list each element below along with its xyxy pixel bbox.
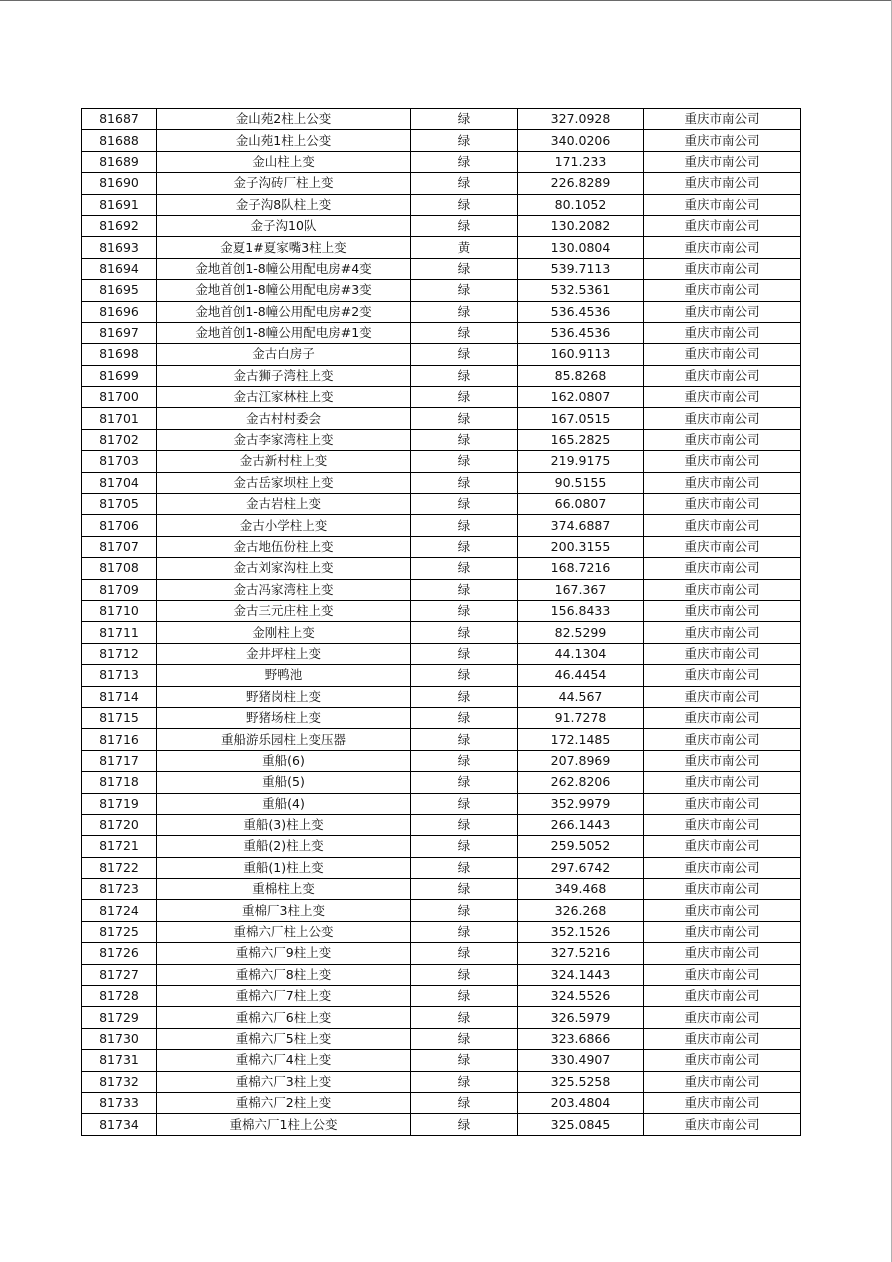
cell-name: 金井坪柱上变: [157, 643, 411, 664]
cell-name: 野猪场柱上变: [157, 707, 411, 728]
cell-value: 219.9175: [518, 451, 644, 472]
cell-value: 168.7216: [518, 558, 644, 579]
cell-id: 81696: [82, 301, 157, 322]
cell-id: 81730: [82, 1028, 157, 1049]
cell-value: 374.6887: [518, 515, 644, 536]
table-row: [82, 686, 801, 707]
cell-status: 绿: [411, 729, 518, 750]
cell-name: 金古刘家沟柱上变: [157, 558, 411, 579]
cell-value: 330.4907: [518, 1050, 644, 1071]
cell-id: 81706: [82, 515, 157, 536]
cell-status: 绿: [411, 772, 518, 793]
cell-status: 绿: [411, 151, 518, 172]
cell-status: 绿: [411, 301, 518, 322]
cell-value: 539.7113: [518, 258, 644, 279]
cell-id: 81698: [82, 344, 157, 365]
table-row: [82, 900, 801, 921]
cell-id: 81725: [82, 921, 157, 942]
cell-value: 297.6742: [518, 857, 644, 878]
cell-name: 重船(5): [157, 772, 411, 793]
table-row: [82, 964, 801, 985]
cell-value: 80.1052: [518, 194, 644, 215]
cell-id: 81728: [82, 986, 157, 1007]
table-row: [82, 408, 801, 429]
cell-status: 绿: [411, 643, 518, 664]
cell-value: 46.4454: [518, 665, 644, 686]
cell-status: 绿: [411, 194, 518, 215]
cell-value: 85.8268: [518, 365, 644, 386]
cell-value: 167.0515: [518, 408, 644, 429]
cell-value: 352.1526: [518, 921, 644, 942]
cell-status: 绿: [411, 494, 518, 515]
table-row: [82, 879, 801, 900]
cell-status: 绿: [411, 707, 518, 728]
cell-id: 81713: [82, 665, 157, 686]
cell-id: 81710: [82, 600, 157, 621]
cell-status: 绿: [411, 836, 518, 857]
cell-name: 重棉六厂2柱上变: [157, 1092, 411, 1113]
cell-name: 金山苑1柱上公变: [157, 130, 411, 151]
cell-id: 81702: [82, 429, 157, 450]
cell-name: 重棉六厂5柱上变: [157, 1028, 411, 1049]
cell-name: 金子沟砖厂柱上变: [157, 173, 411, 194]
cell-value: 326.5979: [518, 1007, 644, 1028]
cell-company: 重庆市南公司: [644, 173, 801, 194]
table-row: [82, 472, 801, 493]
cell-name: 金古岳家坝柱上变: [157, 472, 411, 493]
transformer-table: [81, 108, 801, 1136]
cell-name: 重棉六厂1柱上公变: [157, 1114, 411, 1135]
cell-company: 重庆市南公司: [644, 665, 801, 686]
cell-name: 金古小学柱上变: [157, 515, 411, 536]
cell-id: 81688: [82, 130, 157, 151]
cell-name: 金夏1#夏家嘴3柱上变: [157, 237, 411, 258]
cell-name: 重棉厂3柱上变: [157, 900, 411, 921]
cell-company: 重庆市南公司: [644, 130, 801, 151]
cell-company: 重庆市南公司: [644, 408, 801, 429]
cell-name: 金古新村柱上变: [157, 451, 411, 472]
cell-status: 绿: [411, 964, 518, 985]
cell-name: 重棉六厂7柱上变: [157, 986, 411, 1007]
cell-id: 81701: [82, 408, 157, 429]
cell-name: 重船游乐园柱上变压器: [157, 729, 411, 750]
cell-value: 90.5155: [518, 472, 644, 493]
cell-company: 重庆市南公司: [644, 579, 801, 600]
table-row: [82, 494, 801, 515]
cell-company: 重庆市南公司: [644, 472, 801, 493]
cell-value: 532.5361: [518, 280, 644, 301]
cell-id: 81729: [82, 1007, 157, 1028]
cell-value: 203.4804: [518, 1092, 644, 1113]
cell-value: 162.0807: [518, 387, 644, 408]
cell-id: 81695: [82, 280, 157, 301]
cell-status: 绿: [411, 686, 518, 707]
cell-id: 81691: [82, 194, 157, 215]
cell-company: 重庆市南公司: [644, 451, 801, 472]
table-row: [82, 1007, 801, 1028]
cell-name: 金古三元庄柱上变: [157, 600, 411, 621]
cell-name: 重棉六厂柱上公变: [157, 921, 411, 942]
cell-company: 重庆市南公司: [644, 1050, 801, 1071]
cell-value: 352.9979: [518, 793, 644, 814]
table-row: [82, 429, 801, 450]
table-row: [82, 1050, 801, 1071]
table-row: [82, 579, 801, 600]
cell-id: 81715: [82, 707, 157, 728]
cell-status: 绿: [411, 1114, 518, 1135]
cell-id: 81720: [82, 814, 157, 835]
cell-company: 重庆市南公司: [644, 109, 801, 130]
cell-id: 81705: [82, 494, 157, 515]
cell-name: 金古冯家湾柱上变: [157, 579, 411, 600]
cell-value: 160.9113: [518, 344, 644, 365]
cell-id: 81722: [82, 857, 157, 878]
cell-id: 81708: [82, 558, 157, 579]
cell-name: 重棉六厂3柱上变: [157, 1071, 411, 1092]
cell-id: 81687: [82, 109, 157, 130]
cell-status: 绿: [411, 1071, 518, 1092]
cell-company: 重庆市南公司: [644, 643, 801, 664]
cell-id: 81726: [82, 943, 157, 964]
cell-company: 重庆市南公司: [644, 151, 801, 172]
cell-status: 绿: [411, 857, 518, 878]
cell-id: 81704: [82, 472, 157, 493]
cell-company: 重庆市南公司: [644, 258, 801, 279]
cell-name: 金古村村委会: [157, 408, 411, 429]
cell-status: 绿: [411, 344, 518, 365]
cell-name: 金山苑2柱上公变: [157, 109, 411, 130]
cell-company: 重庆市南公司: [644, 387, 801, 408]
table-row: [82, 772, 801, 793]
table-row: [82, 1114, 801, 1135]
cell-value: 324.1443: [518, 964, 644, 985]
cell-value: 165.2825: [518, 429, 644, 450]
cell-name: 重船(6): [157, 750, 411, 771]
cell-name: 重船(1)柱上变: [157, 857, 411, 878]
cell-status: 绿: [411, 600, 518, 621]
cell-status: 绿: [411, 986, 518, 1007]
table-row: [82, 151, 801, 172]
cell-id: 81694: [82, 258, 157, 279]
cell-company: 重庆市南公司: [644, 943, 801, 964]
cell-id: 81723: [82, 879, 157, 900]
cell-name: 重船(3)柱上变: [157, 814, 411, 835]
cell-value: 326.268: [518, 900, 644, 921]
cell-value: 325.0845: [518, 1114, 644, 1135]
cell-status: 绿: [411, 408, 518, 429]
cell-company: 重庆市南公司: [644, 558, 801, 579]
cell-name: 重棉六厂4柱上变: [157, 1050, 411, 1071]
cell-id: 81693: [82, 237, 157, 258]
cell-status: 绿: [411, 558, 518, 579]
cell-value: 536.4536: [518, 322, 644, 343]
cell-id: 81690: [82, 173, 157, 194]
cell-name: 金地首创1-8幢公用配电房#1变: [157, 322, 411, 343]
table-row: [82, 750, 801, 771]
cell-status: 绿: [411, 943, 518, 964]
table-row: [82, 301, 801, 322]
table-row: [82, 729, 801, 750]
cell-company: 重庆市南公司: [644, 707, 801, 728]
cell-status: 绿: [411, 921, 518, 942]
cell-name: 金古岩柱上变: [157, 494, 411, 515]
cell-status: 绿: [411, 665, 518, 686]
cell-id: 81714: [82, 686, 157, 707]
cell-id: 81718: [82, 772, 157, 793]
cell-name: 金地首创1-8幢公用配电房#2变: [157, 301, 411, 322]
cell-name: 野鸭池: [157, 665, 411, 686]
table-row: [82, 387, 801, 408]
cell-company: 重庆市南公司: [644, 536, 801, 557]
cell-id: 81707: [82, 536, 157, 557]
table-row: [82, 665, 801, 686]
cell-id: 81724: [82, 900, 157, 921]
cell-company: 重庆市南公司: [644, 857, 801, 878]
cell-value: 130.0804: [518, 237, 644, 258]
cell-value: 349.468: [518, 879, 644, 900]
cell-id: 81717: [82, 750, 157, 771]
cell-company: 重庆市南公司: [644, 1028, 801, 1049]
cell-status: 绿: [411, 215, 518, 236]
cell-status: 绿: [411, 900, 518, 921]
cell-value: 167.367: [518, 579, 644, 600]
cell-name: 重船(4): [157, 793, 411, 814]
cell-company: 重庆市南公司: [644, 1092, 801, 1113]
cell-name: 野猪岗柱上变: [157, 686, 411, 707]
cell-value: 259.5052: [518, 836, 644, 857]
cell-status: 绿: [411, 1028, 518, 1049]
cell-id: 81709: [82, 579, 157, 600]
cell-company: 重庆市南公司: [644, 215, 801, 236]
table-body: [82, 109, 801, 1136]
cell-status: 绿: [411, 1007, 518, 1028]
cell-company: 重庆市南公司: [644, 494, 801, 515]
cell-company: 重庆市南公司: [644, 1114, 801, 1135]
cell-company: 重庆市南公司: [644, 1007, 801, 1028]
cell-company: 重庆市南公司: [644, 600, 801, 621]
cell-status: 绿: [411, 750, 518, 771]
table-row: [82, 793, 801, 814]
cell-name: 重船(2)柱上变: [157, 836, 411, 857]
cell-id: 81712: [82, 643, 157, 664]
cell-status: 绿: [411, 793, 518, 814]
cell-status: 绿: [411, 365, 518, 386]
cell-id: 81697: [82, 322, 157, 343]
cell-name: 金刚柱上变: [157, 622, 411, 643]
cell-status: 绿: [411, 515, 518, 536]
cell-value: 536.4536: [518, 301, 644, 322]
table-row: [82, 322, 801, 343]
cell-name: 金子沟8队柱上变: [157, 194, 411, 215]
cell-value: 82.5299: [518, 622, 644, 643]
cell-value: 324.5526: [518, 986, 644, 1007]
cell-company: 重庆市南公司: [644, 429, 801, 450]
cell-company: 重庆市南公司: [644, 900, 801, 921]
cell-status: 绿: [411, 879, 518, 900]
cell-company: 重庆市南公司: [644, 1071, 801, 1092]
cell-status: 绿: [411, 387, 518, 408]
cell-company: 重庆市南公司: [644, 879, 801, 900]
cell-company: 重庆市南公司: [644, 301, 801, 322]
cell-id: 81721: [82, 836, 157, 857]
cell-id: 81716: [82, 729, 157, 750]
cell-value: 327.5216: [518, 943, 644, 964]
cell-value: 66.0807: [518, 494, 644, 515]
table-row: [82, 943, 801, 964]
cell-value: 266.1443: [518, 814, 644, 835]
cell-company: 重庆市南公司: [644, 729, 801, 750]
cell-name: 金子沟10队: [157, 215, 411, 236]
table-row: [82, 515, 801, 536]
cell-id: 81719: [82, 793, 157, 814]
cell-value: 325.5258: [518, 1071, 644, 1092]
cell-value: 226.8289: [518, 173, 644, 194]
cell-status: 绿: [411, 130, 518, 151]
cell-value: 156.8433: [518, 600, 644, 621]
table-row: [82, 130, 801, 151]
page-top-border: [0, 0, 892, 1]
cell-status: 绿: [411, 280, 518, 301]
table-row: [82, 194, 801, 215]
table-row: [82, 215, 801, 236]
cell-id: 81700: [82, 387, 157, 408]
table-row: [82, 600, 801, 621]
cell-status: 绿: [411, 472, 518, 493]
table-row: [82, 836, 801, 857]
cell-name: 金古白房子: [157, 344, 411, 365]
table-row: [82, 643, 801, 664]
cell-status: 绿: [411, 429, 518, 450]
cell-company: 重庆市南公司: [644, 986, 801, 1007]
table-row: [82, 622, 801, 643]
cell-status: 黄: [411, 237, 518, 258]
cell-status: 绿: [411, 579, 518, 600]
table-row: [82, 558, 801, 579]
table-row: [82, 857, 801, 878]
cell-id: 81731: [82, 1050, 157, 1071]
cell-status: 绿: [411, 536, 518, 557]
cell-name: 金古地伍份柱上变: [157, 536, 411, 557]
cell-company: 重庆市南公司: [644, 237, 801, 258]
cell-company: 重庆市南公司: [644, 280, 801, 301]
cell-value: 171.233: [518, 151, 644, 172]
cell-company: 重庆市南公司: [644, 772, 801, 793]
table-row: [82, 280, 801, 301]
cell-name: 重棉六厂8柱上变: [157, 964, 411, 985]
cell-name: 金地首创1-8幢公用配电房#3变: [157, 280, 411, 301]
table-row: [82, 1028, 801, 1049]
cell-status: 绿: [411, 1092, 518, 1113]
cell-status: 绿: [411, 258, 518, 279]
cell-status: 绿: [411, 1050, 518, 1071]
cell-status: 绿: [411, 173, 518, 194]
cell-company: 重庆市南公司: [644, 814, 801, 835]
cell-value: 172.1485: [518, 729, 644, 750]
cell-id: 81689: [82, 151, 157, 172]
cell-value: 340.0206: [518, 130, 644, 151]
cell-company: 重庆市南公司: [644, 686, 801, 707]
cell-id: 81703: [82, 451, 157, 472]
cell-id: 81699: [82, 365, 157, 386]
cell-status: 绿: [411, 451, 518, 472]
table-row: [82, 1071, 801, 1092]
cell-company: 重庆市南公司: [644, 622, 801, 643]
table-row: [82, 237, 801, 258]
cell-company: 重庆市南公司: [644, 194, 801, 215]
cell-company: 重庆市南公司: [644, 836, 801, 857]
table-row: [82, 536, 801, 557]
cell-value: 327.0928: [518, 109, 644, 130]
cell-name: 金古狮子湾柱上变: [157, 365, 411, 386]
cell-id: 81733: [82, 1092, 157, 1113]
table-row: [82, 344, 801, 365]
table-row: [82, 109, 801, 130]
cell-value: 91.7278: [518, 707, 644, 728]
cell-company: 重庆市南公司: [644, 793, 801, 814]
cell-name: 重棉六厂6柱上变: [157, 1007, 411, 1028]
cell-name: 金山柱上变: [157, 151, 411, 172]
cell-company: 重庆市南公司: [644, 344, 801, 365]
cell-id: 81711: [82, 622, 157, 643]
cell-name: 金古江家林柱上变: [157, 387, 411, 408]
cell-id: 81692: [82, 215, 157, 236]
cell-status: 绿: [411, 814, 518, 835]
table-row: [82, 365, 801, 386]
cell-company: 重庆市南公司: [644, 515, 801, 536]
cell-id: 81727: [82, 964, 157, 985]
table-row: [82, 986, 801, 1007]
table-row: [82, 1092, 801, 1113]
cell-status: 绿: [411, 109, 518, 130]
cell-company: 重庆市南公司: [644, 322, 801, 343]
table-row: [82, 258, 801, 279]
cell-name: 重棉六厂9柱上变: [157, 943, 411, 964]
cell-company: 重庆市南公司: [644, 365, 801, 386]
cell-value: 44.567: [518, 686, 644, 707]
cell-value: 44.1304: [518, 643, 644, 664]
cell-company: 重庆市南公司: [644, 750, 801, 771]
cell-value: 130.2082: [518, 215, 644, 236]
cell-name: 重棉柱上变: [157, 879, 411, 900]
cell-value: 323.6866: [518, 1028, 644, 1049]
cell-name: 金地首创1-8幢公用配电房#4变: [157, 258, 411, 279]
cell-status: 绿: [411, 622, 518, 643]
table-row: [82, 921, 801, 942]
table-row: [82, 451, 801, 472]
table-row: [82, 173, 801, 194]
table-row: [82, 814, 801, 835]
cell-value: 262.8206: [518, 772, 644, 793]
cell-value: 207.8969: [518, 750, 644, 771]
cell-company: 重庆市南公司: [644, 921, 801, 942]
table-row: [82, 707, 801, 728]
cell-name: 金古李家湾柱上变: [157, 429, 411, 450]
cell-id: 81732: [82, 1071, 157, 1092]
cell-value: 200.3155: [518, 536, 644, 557]
cell-id: 81734: [82, 1114, 157, 1135]
cell-status: 绿: [411, 322, 518, 343]
cell-company: 重庆市南公司: [644, 964, 801, 985]
